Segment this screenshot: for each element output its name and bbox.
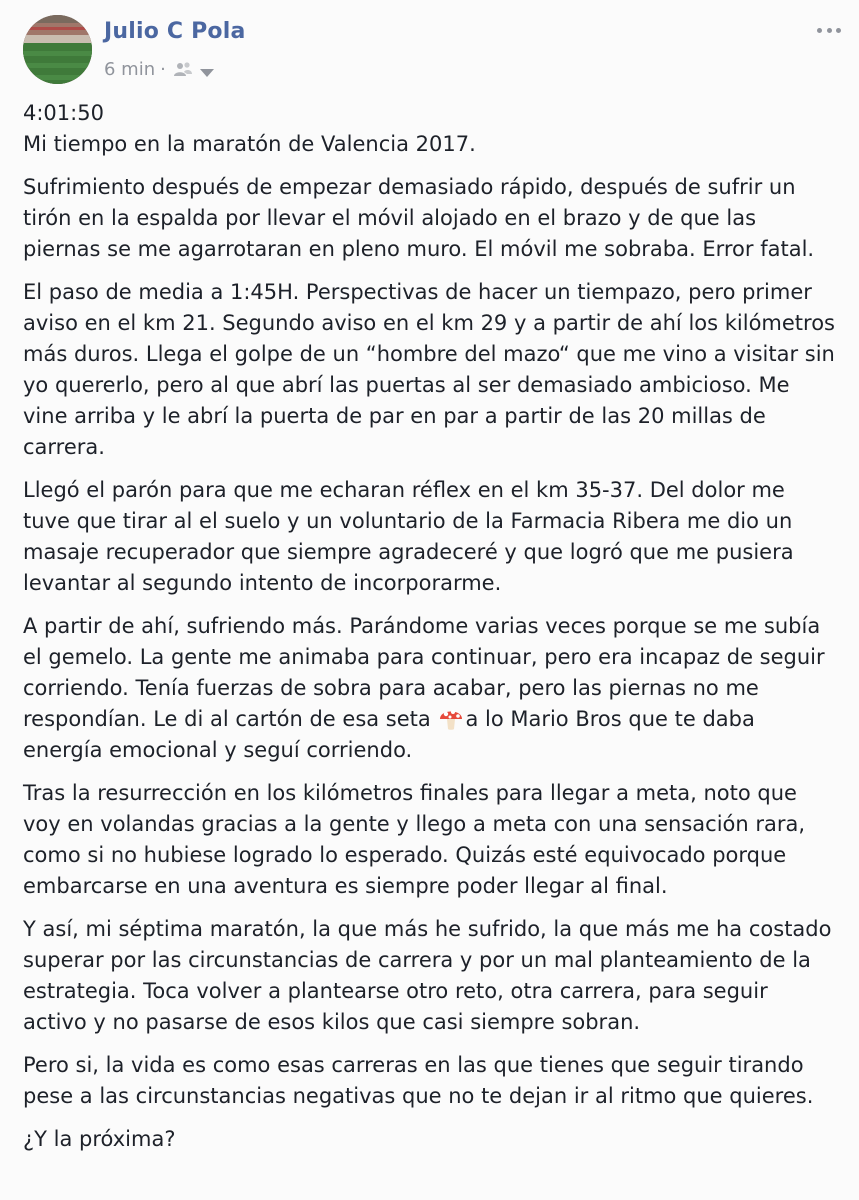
- post-paragraph: 4:01:50: [23, 101, 104, 125]
- avatar[interactable]: [23, 15, 92, 84]
- post-paragraph: Mi tiempo en la maratón de Valencia 2017.: [23, 132, 476, 156]
- post-meta: [104, 56, 215, 82]
- paragraph-text: a lo Mario Bros que te daba energía emocional y seguí corriendo.: [23, 707, 755, 762]
- post-paragraph: Pero si, la vida es como esas carreras en las que tienes que seguir tirando pese a las circunstancias negativas que no te dejan ir al ritmo que quieres.: [23, 1053, 814, 1108]
- post-paragraph: Sufrimiento después de empezar demasiado rápido, después de sufrir un tirón en la espalda por llevar el móvil alojado en el brazo y de que las piernas se me agarrotaran en pleno muro. El móvil me sobraba. Error fatal.: [23, 175, 815, 261]
- meta-separator: ·: [160, 58, 166, 80]
- post-paragraph: Tras la resurrección en los kilómetros finales para llegar a meta, noto que voy en volandas gracias a la gente y llego a meta con una sensación rara, como si no hubiese logrado lo esperado. Quizás esté equivocado porque embarcarse en una aventura es siempre poder llegar al final.: [23, 781, 806, 898]
- chevron-down-icon[interactable]: [199, 63, 215, 75]
- friends-icon[interactable]: [172, 61, 194, 77]
- paragraph-text: A partir de ahí, sufriendo más. Parándome varias veces porque se me subía el gemelo. La gente me animaba para continuar, pero era incapaz de seguir corriendo. Tenía fuerzas de sobra para acabar, pero las piernas no me respondían. Le di al cartón de esa seta: [23, 614, 825, 731]
- post-paragraph: [23, 611, 838, 766]
- author-name[interactable]: Julio C Pola: [104, 19, 246, 44]
- post-paragraph: Y así, mi séptima maratón, la que más he sufrido, la que más me ha costado superar por las circunstancias de carrera y por un mal planteamiento de la estrategia. Toca volver a plantearse otro reto, otra carrera, para seguir activo y no pasarse de esos kilos que casi siempre sobran.: [23, 917, 832, 1034]
- avatar-stadium-image: [23, 15, 92, 84]
- post-paragraph: El paso de media a 1:45H. Perspectivas de hacer un tiempazo, pero primer aviso en el km 21. Segundo aviso en el km 29 y a partir de ahí los kilómetros más duros. Llega el golpe de un “hombre del mazo“ que me vino a visitar sin yo quererlo, pero al que abrí las puertas al ser demasiado ambicioso. Me vine arriba y le abrí la puerta de par en par a partir de las 20 millas de carrera.: [23, 280, 835, 459]
- post-body: [23, 98, 838, 1167]
- post-paragraph: Llegó el parón para que me echaran réflex en el km 35-37. Del dolor me tuve que tirar al el suelo y un voluntario de la Farmacia Ribera me dio un masaje recuperador que siempre agradeceré y que logró que me pusiera levantar al segundo intento de incorporarme.: [23, 478, 794, 595]
- more-options-icon[interactable]: [817, 22, 841, 38]
- post-paragraph: ¿Y la próxima?: [23, 1127, 176, 1151]
- post-timestamp[interactable]: 6 min: [104, 58, 156, 80]
- mushroom-icon: [437, 704, 465, 732]
